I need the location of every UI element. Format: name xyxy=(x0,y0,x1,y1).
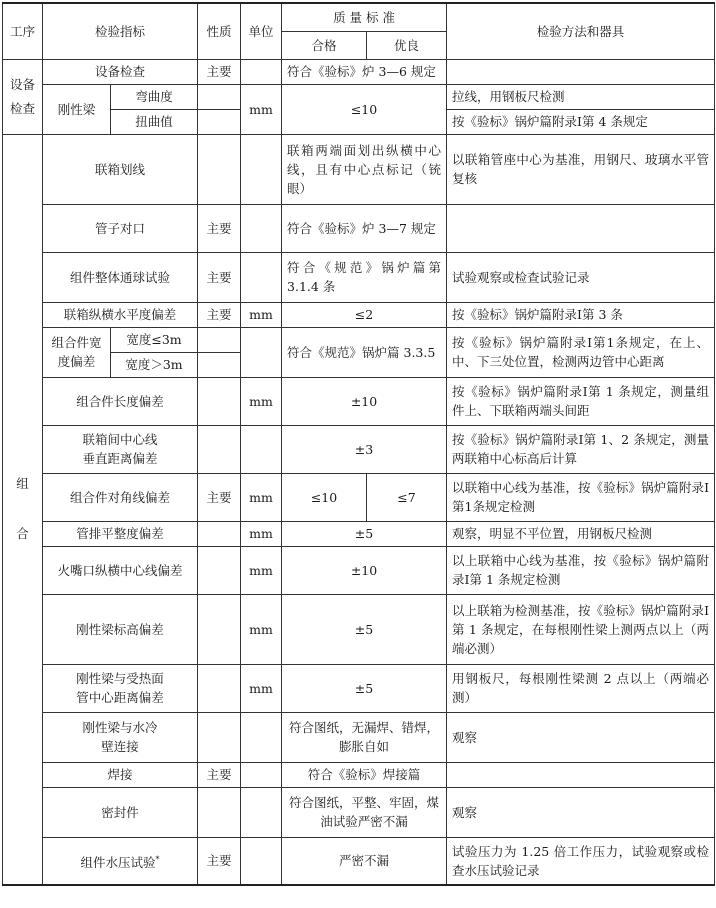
indicator-length-dev: 组合件长度偏差 xyxy=(43,377,198,425)
indicator-tube-align: 管子对口 xyxy=(43,204,198,252)
header-qualified: 合格 xyxy=(282,31,367,59)
standard-ball-test: 符合《规范》锅炉篇第 3.1.4 条 xyxy=(282,252,447,302)
unit-beam-wall xyxy=(241,712,282,762)
subindicator-width-large: 宽度＞3m xyxy=(111,352,198,377)
unit-burner-dev: mm xyxy=(241,546,282,594)
indicator-line1: 刚性梁与水冷 xyxy=(82,720,158,735)
standard-beam-wall: 符合图纸，无漏焊、错焊，膨胀自如 xyxy=(282,712,447,762)
standard-beam-elev: ±5 xyxy=(282,594,447,664)
method-welding xyxy=(447,762,715,787)
subindicator-width-small: 宽度≤3m xyxy=(111,327,198,352)
standard-burner-dev: ±10 xyxy=(282,546,447,594)
nature-header-marking xyxy=(198,134,241,204)
indicator-level-dev: 联箱纵横水平度偏差 xyxy=(43,302,198,327)
nature-bend xyxy=(198,84,241,109)
unit-level-dev: mm xyxy=(241,302,282,327)
header-unit: 单位 xyxy=(241,3,282,59)
nature-center-dev xyxy=(198,425,241,473)
unit-pressure xyxy=(241,837,282,885)
nature-width-small xyxy=(198,327,241,352)
method-header-marking: 以联箱管座中心为基准，用钢尺、玻璃水平管复核 xyxy=(447,134,715,204)
method-beam-wall: 观察 xyxy=(447,712,715,762)
method-length-dev: 按《验标》锅炉篇附录Ⅰ第 1 条规定，测量组件上、下联箱两端头间距 xyxy=(447,377,715,425)
method-center-dev: 按《验标》锅炉篇附录Ⅰ第 1、2 条规定，测量两联箱中心标高后计算 xyxy=(447,425,715,473)
standard-header-marking: 联箱两端面划出纵横中心线，且有中心点标记（铳眼） xyxy=(282,134,447,204)
nature-ball-test: 主要 xyxy=(198,252,241,302)
method-burner-dev: 以上联箱中心线为基准，按《验标》锅炉篇附录Ⅰ第 1 条规定检测 xyxy=(447,546,715,594)
unit-header-marking xyxy=(241,134,282,204)
nature-beam-dist xyxy=(198,664,241,712)
indicator-beam-elev: 刚性梁标高偏差 xyxy=(43,594,198,664)
indicator-line2: 垂直距离偏差 xyxy=(82,451,158,466)
process-label-line1: 设备 xyxy=(9,76,35,92)
indicator-header-marking: 联箱划线 xyxy=(43,134,198,204)
method-twist: 按《验标》锅炉篇附录Ⅰ第 4 条规定 xyxy=(447,109,715,134)
standard-level-dev: ≤2 xyxy=(282,302,447,327)
standard-pressure: 严密不漏 xyxy=(282,837,447,885)
nature-beam-wall xyxy=(198,712,241,762)
indicator-center-dev xyxy=(43,425,198,473)
unit-beam-elev: mm xyxy=(241,594,282,664)
inspection-table xyxy=(2,2,715,886)
unit-beam-dist: mm xyxy=(241,664,282,712)
method-level-dev: 按《验标》锅炉篇附录Ⅰ第 3 条 xyxy=(447,302,715,327)
nature-twist xyxy=(198,109,241,134)
indicator-burner-dev: 火嘴口纵横中心线偏差 xyxy=(43,546,198,594)
nature-sealing xyxy=(198,787,241,837)
unit-ball-test xyxy=(241,252,282,302)
header-method: 检验方法和器具 xyxy=(447,3,715,59)
nature-beam-elev xyxy=(198,594,241,664)
qualified-diag-dev: ≤10 xyxy=(282,473,367,521)
indicator-line1: 刚性梁与受热面 xyxy=(76,671,164,686)
indicator-rigid-beam: 刚性梁 xyxy=(43,84,111,134)
header-excellent: 优良 xyxy=(367,31,447,59)
standard-sealing: 符合图纸，平整、牢固，煤油试验严密不漏 xyxy=(282,787,447,837)
unit-diag-dev: mm xyxy=(241,473,282,521)
indicator-line1: 组合件宽 xyxy=(51,335,102,350)
unit-rigid-beam: mm xyxy=(241,84,282,134)
indicator-flat-dev: 管排平整度偏差 xyxy=(43,521,198,546)
method-sealing: 观察 xyxy=(447,787,715,837)
indicator-width-dev xyxy=(43,327,111,377)
standard-beam-dist: ±5 xyxy=(282,664,447,712)
header-quality-standard: 质 量 标 准 xyxy=(282,3,447,31)
method-beam-elev: 以上联箱为检测基准，按《验标》锅炉篇附录Ⅰ第 1 条规定，在每根刚性梁上测两点以上（两端必测） xyxy=(447,594,715,664)
unit-welding xyxy=(241,762,282,787)
standard-welding: 符合《验标》焊接篇 xyxy=(282,762,447,787)
indicator-sealing: 密封件 xyxy=(43,787,198,837)
nature-pressure: 主要 xyxy=(198,837,241,885)
unit-flat-dev: mm xyxy=(241,521,282,546)
standard-center-dev: ±3 xyxy=(282,425,447,473)
nature-burner-dev xyxy=(198,546,241,594)
process-label-line1: 组 xyxy=(16,476,29,492)
indicator-ball-test: 组件整体通球试验 xyxy=(43,252,198,302)
unit-tube-align xyxy=(241,204,282,252)
subindicator-twist: 扭曲值 xyxy=(111,109,198,134)
standard-length-dev: ±10 xyxy=(282,377,447,425)
method-device-check xyxy=(447,59,715,84)
indicator-device-check: 设备检查 xyxy=(43,59,198,84)
method-diag-dev: 以联箱中心线为基准，按《验标》锅炉篇附录Ⅰ第1条规定检测 xyxy=(447,473,715,521)
nature-length-dev xyxy=(198,377,241,425)
indicator-line1: 联箱间中心线 xyxy=(82,432,158,447)
standard-flat-dev: ±5 xyxy=(282,521,447,546)
method-ball-test: 试验观察或检查试验记录 xyxy=(447,252,715,302)
subindicator-bend: 弯曲度 xyxy=(111,84,198,109)
nature-welding: 主要 xyxy=(198,762,241,787)
nature-width-large xyxy=(198,352,241,377)
header-nature: 性质 xyxy=(198,3,241,59)
nature-flat-dev xyxy=(198,521,241,546)
header-process: 工序 xyxy=(3,3,43,59)
method-beam-dist: 用钢板尺，每根刚性梁测 2 点以上（两端必测） xyxy=(447,664,715,712)
standard-device-check: 符合《验标》炉 3—6 规定 xyxy=(282,59,447,84)
unit-length-dev: mm xyxy=(241,377,282,425)
method-bend: 拉线，用钢板尺检测 xyxy=(447,84,715,109)
nature-diag-dev: 主要 xyxy=(198,473,241,521)
note-mark: * xyxy=(155,854,160,864)
unit-width-dev xyxy=(241,327,282,377)
nature-device-check: 主要 xyxy=(198,59,241,84)
indicator-line2: 管中心距离偏差 xyxy=(76,690,164,705)
method-pressure: 试验压力为 1.25 倍工作压力，试验观察或检查水压试验记录 xyxy=(447,837,715,885)
standard-tube-align: 符合《验标》炉 3—7 规定 xyxy=(282,204,447,252)
unit-device-check xyxy=(241,59,282,84)
indicator-beam-wall xyxy=(43,712,198,762)
nature-level-dev: 主要 xyxy=(198,302,241,327)
indicator-line2: 壁连接 xyxy=(101,739,139,754)
method-flat-dev: 观察，明显不平位置，用钢板尺检测 xyxy=(447,521,715,546)
excellent-diag-dev: ≤7 xyxy=(367,473,447,521)
process-label-line2: 检查 xyxy=(9,100,35,116)
method-width-dev: 按《验标》锅炉篇附录Ⅰ第1条规定，在上、中、下三处位置，检测两边管中心距离 xyxy=(447,327,715,377)
process-equipment-check xyxy=(3,59,43,134)
standard-rigid-beam: ≤10 xyxy=(282,84,447,134)
indicator-line2: 度偏差 xyxy=(57,354,96,369)
method-tube-align xyxy=(447,204,715,252)
indicator-welding: 焊接 xyxy=(43,762,198,787)
process-assembly xyxy=(3,134,43,885)
indicator-text: 组件水压试验 xyxy=(80,854,156,870)
unit-center-dev xyxy=(241,425,282,473)
indicator-beam-dist xyxy=(43,664,198,712)
nature-tube-align: 主要 xyxy=(198,204,241,252)
process-label-line2: 合 xyxy=(16,526,29,542)
indicator-pressure xyxy=(43,837,198,885)
unit-sealing xyxy=(241,787,282,837)
header-indicator: 检验指标 xyxy=(43,3,198,59)
standard-width-dev: 符合《规范》锅炉篇 3.3.5 xyxy=(282,327,447,377)
indicator-diag-dev: 组合件对角线偏差 xyxy=(43,473,198,521)
